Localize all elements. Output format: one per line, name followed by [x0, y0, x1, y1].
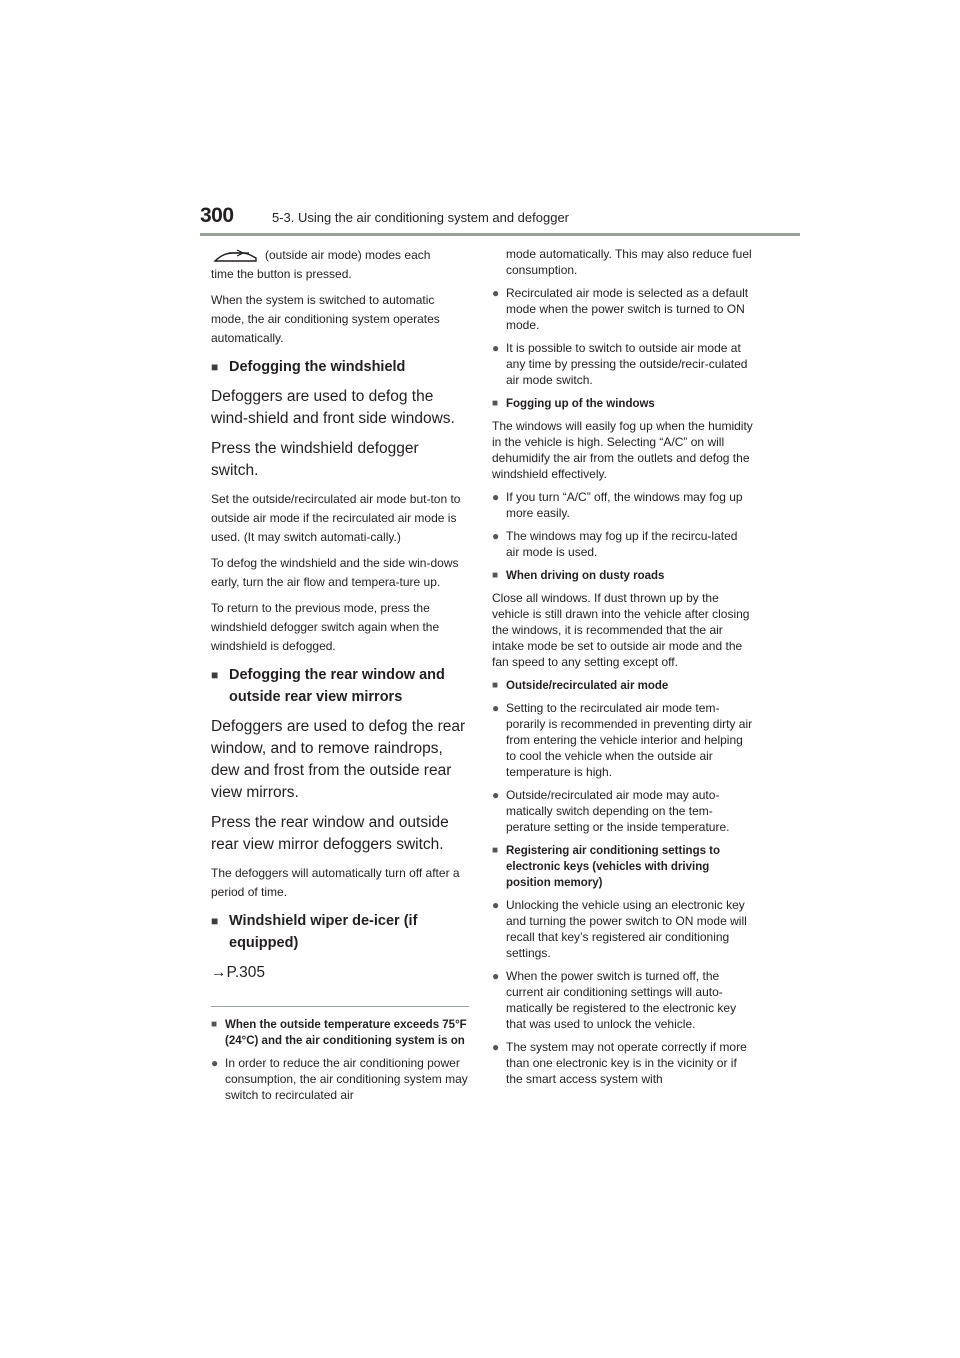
- intro-cont: time the button is pressed.: [211, 267, 352, 281]
- list-item-text: When the power switch is turned off, the current air conditioning settings will auto-matically be registered to the electronic key that was used to unlock the vehicle.: [506, 969, 737, 1031]
- dusty-paragraph: Close all windows. If dust thrown up by the vehicle is still drawn into the vehicle after closing the windows, it is recommended that the air intake mode be set to outside air mode and the fan speed to any setting except off.: [492, 591, 750, 669]
- note-heading-text: When driving on dusty roads: [506, 570, 665, 582]
- heading-text: Windshield wiper de-icer (if equipped): [229, 913, 418, 951]
- bullet-icon: ●: [492, 1040, 500, 1054]
- list-item: [492, 528, 754, 560]
- list-item: [492, 340, 754, 388]
- rear-p2: Press the rear window and outside rear view mirror defoggers switch.: [211, 814, 449, 853]
- windshield-p2: Press the windshield defogger switch.: [211, 440, 419, 479]
- square-bullet-icon: ■: [492, 845, 499, 856]
- list-item-text: In order to reduce the air conditioning power consumption, the air conditioning system may switch to recirculated air: [225, 1056, 468, 1102]
- list-item: [492, 787, 754, 835]
- windshield-p1: Defoggers are used to defog the wind-shield and front side windows.: [211, 388, 455, 427]
- list-item-continuation: mode automatically. This may also reduce fuel consumption.: [506, 247, 752, 277]
- list-item-text: Unlocking the vehicle using an electronic key and turning the power switch to ON mode will recall that key’s registered air conditioning settings.: [506, 898, 747, 960]
- square-bullet-icon: ■: [492, 398, 499, 409]
- note-heading-text: When the outside temperature exceeds 75°F (24°C) and the air conditioning system is on: [225, 1019, 467, 1047]
- note-heading-text: Outside/recirculated air mode: [506, 680, 669, 692]
- square-bullet-icon: ■: [211, 1019, 218, 1030]
- outside-air-mode-car-icon: [213, 248, 259, 264]
- windshield-note-2: To defog the windshield and the side win-dows early, turn the air flow and tempera-ture up.: [211, 556, 459, 589]
- rear-p1: Defoggers are used to defog the rear window, and to remove raindrops, dew and frost from the outside rear view mirrors.: [211, 718, 466, 801]
- bullet-icon: ●: [492, 341, 500, 355]
- square-bullet-icon: ■: [211, 668, 219, 682]
- bullet-icon: ●: [492, 490, 500, 504]
- heading-defog-rear: [211, 664, 469, 708]
- heading-text: Defogging the rear window and outside rear view mirrors: [229, 667, 445, 705]
- heading-defog-windshield: [211, 356, 469, 378]
- list-item: [492, 285, 754, 333]
- list-item: [492, 700, 754, 780]
- page-number: 300: [200, 204, 234, 227]
- windshield-note-1: Set the outside/recirculated air mode but-ton to outside air mode if the recirculated air mode is used. (It may switch automati-cally.): [211, 492, 461, 544]
- list-item-text: The system may not operate correctly if more than one electronic key is in the vicinity or if the smart access system with: [506, 1040, 747, 1086]
- bullet-icon: ●: [211, 1056, 219, 1070]
- list-item-text: The windows may fog up if the recircu-lated air mode is used.: [506, 529, 738, 559]
- notes-divider: [211, 1006, 469, 1007]
- list-item: [492, 897, 754, 961]
- rear-note-1: The defoggers will automatically turn off after a period of time.: [211, 866, 460, 899]
- bullet-icon: ●: [492, 969, 500, 983]
- left-column: [211, 246, 469, 1110]
- intro-p2: When the system is switched to automatic mode, the air conditioning system operates automatically.: [211, 293, 440, 345]
- header-rule: [200, 233, 800, 236]
- deicer-page-reference[interactable]: →P.305: [211, 964, 266, 981]
- square-bullet-icon: ■: [492, 680, 499, 691]
- note-heading-text: Fogging up of the windows: [506, 398, 655, 410]
- list-item-text: Setting to the recirculated air mode tem-porarily is recommended in preventing dirty air from entering the vehicle interior and helping to cool the vehicle when the outside air temperature is high.: [506, 701, 753, 779]
- list-item: [492, 968, 754, 1032]
- right-column: [492, 246, 754, 1094]
- bullet-icon: ●: [492, 286, 500, 300]
- heading-text: Defogging the windshield: [229, 359, 406, 375]
- list-item: [211, 1055, 469, 1103]
- fog-paragraph: The windows will easily fog up when the humidity in the vehicle is high. Selecting “A/C” on will dehumidify the air from the outlets and defog the windshield effectively.: [492, 419, 753, 481]
- note-heading-registering: [492, 843, 754, 891]
- bullet-icon: ●: [492, 701, 500, 715]
- section-title: 5-3. Using the air conditioning system and defogger: [272, 210, 570, 225]
- note-heading-fogging: [492, 396, 754, 412]
- bullet-icon: ●: [492, 529, 500, 543]
- page-header: [0, 0, 960, 240]
- heading-wiper-deicer: [211, 910, 469, 954]
- square-bullet-icon: ■: [492, 570, 499, 581]
- windshield-note-3: To return to the previous mode, press the windshield defogger switch again when the windshield is defogged.: [211, 601, 440, 653]
- list-item-text: Outside/recirculated air mode may auto-matically switch depending on the tem-perature setting or the inside temperature.: [506, 788, 730, 834]
- list-item: [492, 1039, 754, 1087]
- note-heading-recirculated: [492, 678, 754, 694]
- list-item-text: If you turn “A/C” off, the windows may fog up more easily.: [506, 490, 743, 520]
- list-item: [492, 489, 754, 521]
- note-heading-dusty-roads: [492, 568, 754, 584]
- bullet-icon: ●: [492, 898, 500, 912]
- bullet-icon: ●: [492, 788, 500, 802]
- list-item-text: Recirculated air mode is selected as a default mode when the power switch is turned to ON mode.: [506, 286, 749, 332]
- square-bullet-icon: ■: [211, 914, 219, 928]
- intro-car-text: (outside air mode) modes each: [265, 248, 431, 262]
- note-heading-text: Registering air conditioning settings to electronic keys (vehicles with driving position memory): [506, 845, 721, 889]
- square-bullet-icon: ■: [211, 360, 219, 374]
- intro-car-line: [211, 246, 469, 265]
- list-item-text: It is possible to switch to outside air mode at any time by pressing the outside/recir-culated air mode switch.: [506, 341, 748, 387]
- note-heading-temperature: [211, 1017, 469, 1049]
